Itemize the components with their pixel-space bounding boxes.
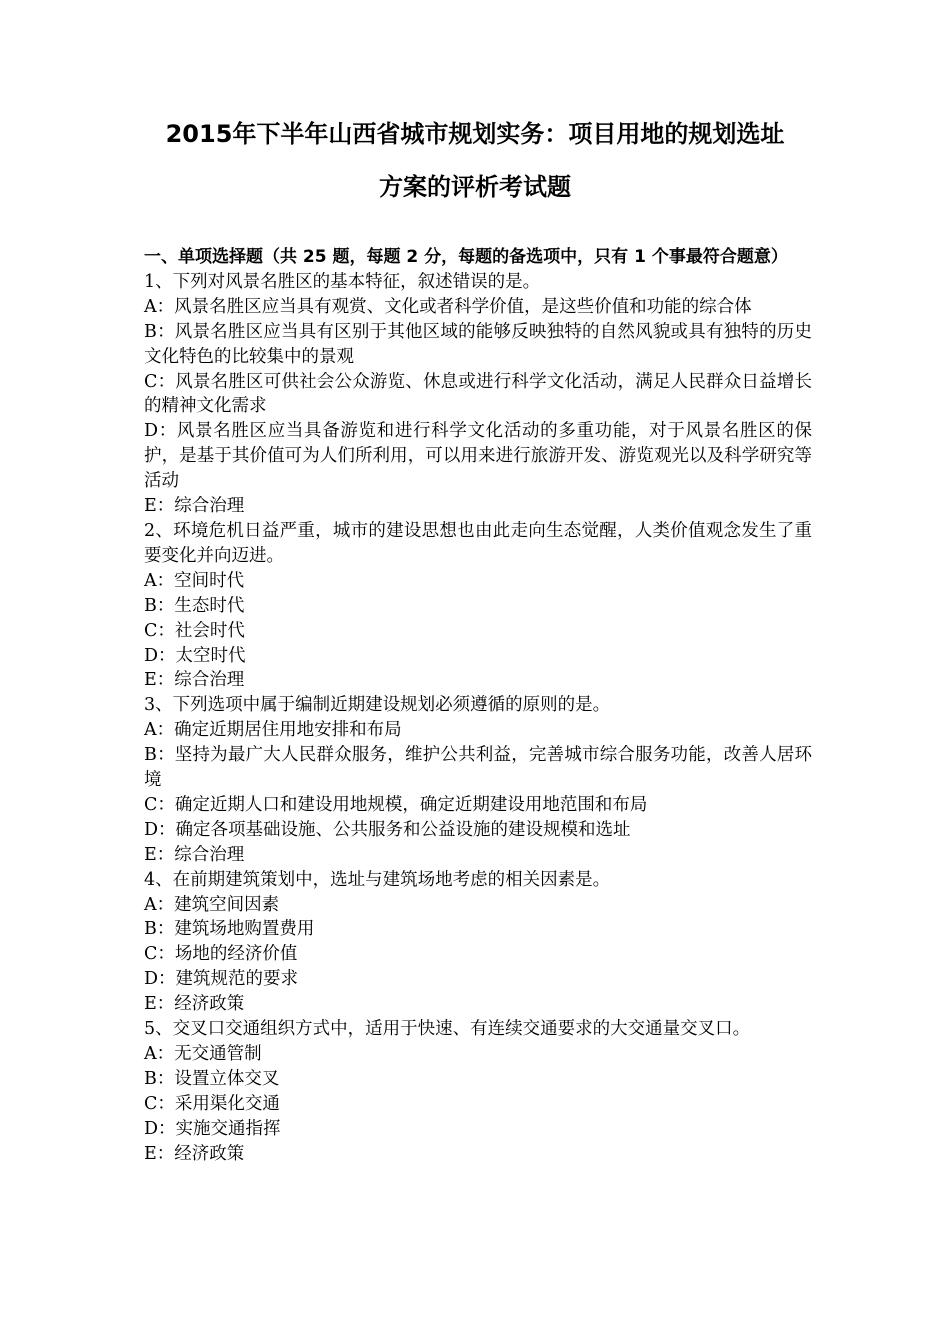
question-block [144, 270, 812, 519]
answer-option: A：空间时代 [144, 570, 245, 591]
answer-option: A：无交通管制 [144, 1044, 262, 1064]
question-stem: 3、下列选项中属于编制近期建设规划必须遵循的原则的是。 [144, 695, 611, 716]
answer-option: E：综合治理 [144, 844, 245, 865]
section-header: 一、单项选择题（共 25 题，每题 2 分，每题的备选项中，只有 1 个事最符合题意） [144, 247, 788, 267]
answer-option: B：设置立体交叉 [144, 1068, 280, 1089]
answer-option: D：建筑规范的要求 [144, 969, 299, 990]
answer-option: A：风景名胜区应当具有观赏、文化或者科学价值，是这些价值和功能的综合体 [144, 296, 752, 317]
question-block [144, 519, 812, 693]
answer-option: B：生态时代 [144, 595, 245, 616]
question-stem: 1、下列对风景名胜区的基本特征，叙述错误的是。 [144, 271, 541, 292]
answer-option: C：风景名胜区可供社会公众游览、休息或进行科学文化活动，满足人民群众日益增长的精神文化需求 [144, 371, 812, 417]
answer-option: C：采用渠化交通 [144, 1093, 280, 1114]
question-block [144, 868, 812, 1017]
document-body [144, 245, 812, 1167]
question-stem: 2、环境危机日益严重，城市的建设思想也由此走向生态觉醒，人类价值观念发生了重要变化并向迈进。 [144, 520, 812, 566]
answer-option: C：确定近期人口和建设用地规模，确定近期建设用地范围和布局 [144, 794, 648, 815]
question-stem: 5、交叉口交通组织方式中，适用于快速、有连续交通要求的大交通量交叉口。 [144, 1019, 751, 1040]
question-block [144, 693, 812, 867]
question-block [144, 1017, 812, 1166]
document-title-line-2: 方案的评析考试题 [379, 173, 571, 201]
answer-option: B：坚持为最广大人民群众服务，维护公共利益，完善城市综合服务功能，改善人居环境 [144, 745, 812, 791]
answer-option: D：太空时代 [144, 645, 246, 666]
answer-option: E：综合治理 [144, 670, 245, 691]
answer-option: C：场地的经济价值 [144, 944, 298, 965]
answer-option: B：建筑场地购置费用 [144, 919, 315, 940]
answer-option: C：社会时代 [144, 620, 245, 641]
answer-option: E：综合治理 [144, 496, 245, 517]
answer-option: B：风景名胜区应当具有区别于其他区域的能够反映独特的自然风貌或具有独特的历史文化特色的比较集中的景观 [144, 321, 812, 367]
answer-option: E：经济政策 [144, 994, 245, 1015]
document-title-line-1: 2015年下半年山西省城市规划实务：项目用地的规划选址 [165, 120, 785, 148]
answer-option: D：确定各项基础设施、公共服务和公益设施的建设规模和选址 [144, 819, 631, 840]
answer-option: E：经济政策 [144, 1143, 245, 1164]
answer-option: D：风景名胜区应当具备游览和进行科学文化活动的多重功能，对于风景名胜区的保护，是基于其价值可为人们所利用，可以用来进行旅游开发、游览观光以及科学研究等活动 [144, 421, 812, 492]
question-stem: 4、在前期建筑策划中，选址与建筑场地考虑的相关因素是。 [144, 869, 611, 890]
answer-option: D：实施交通指挥 [144, 1118, 281, 1139]
answer-option: A：确定近期居住用地安排和布局 [144, 720, 402, 741]
answer-option: A：建筑空间因素 [144, 894, 280, 915]
